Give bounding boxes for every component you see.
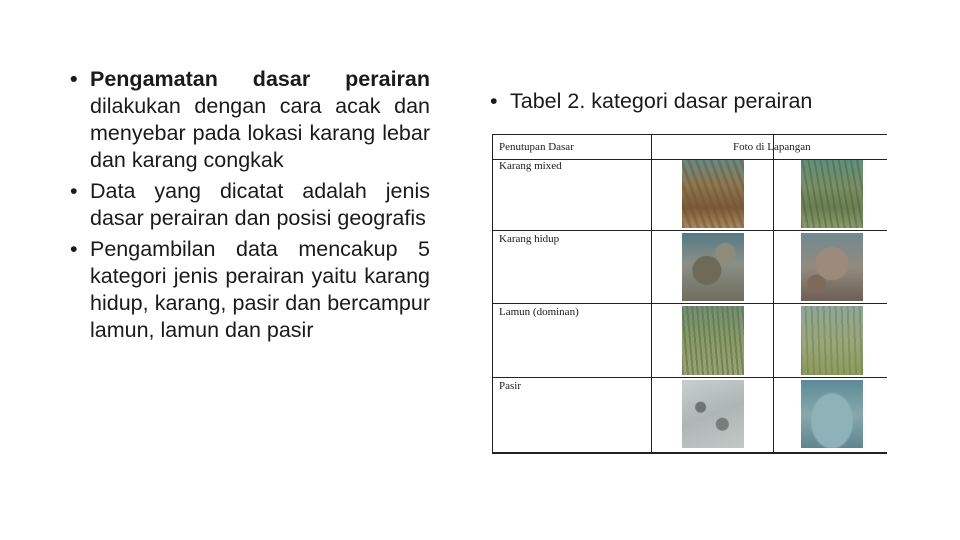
field-photo [682, 380, 744, 448]
table-title: • Tabel 2. kategori dasar perairan [490, 88, 930, 115]
field-photo [801, 160, 863, 228]
bullet-item-recorded-data: • Data yang dicatat adalah jenis dasar perairan dan posisi geografis [70, 178, 430, 232]
field-photo [801, 233, 863, 301]
field-photo [682, 233, 744, 301]
table-row [493, 378, 887, 450]
bottom-category-table [492, 134, 887, 454]
bullet-item-observation-text: dilakukan dengan cara acak dan menyebar pada lokasi karang lebar dan karang congkak [90, 94, 430, 172]
bullet-list [70, 66, 430, 348]
field-photo [682, 160, 744, 228]
row-label: Karang hidup [499, 233, 560, 245]
row-label: Karang mixed [499, 160, 562, 172]
field-photo [801, 380, 863, 448]
row-label: Lamun (dominan) [499, 306, 579, 318]
row-label: Pasir [499, 380, 521, 392]
table-row [493, 158, 887, 231]
bullet-item-observation-bold: Pengamatan dasar perairan [90, 67, 430, 91]
table-header [493, 134, 887, 160]
bullet-item-observation [70, 66, 430, 174]
field-photo [801, 306, 863, 375]
field-photo [682, 306, 744, 375]
header-photo: Foto di Lapangan [733, 141, 811, 153]
bullet-item-categories: • Pengambilan data mencakup 5 kategori jenis perairan yaitu karang hidup, karang, pasir dan bercampur lamun, lamun dan pasir [70, 236, 430, 344]
table-row [493, 231, 887, 304]
header-cover: Penutupan Dasar [499, 141, 574, 153]
table-row [493, 304, 887, 378]
